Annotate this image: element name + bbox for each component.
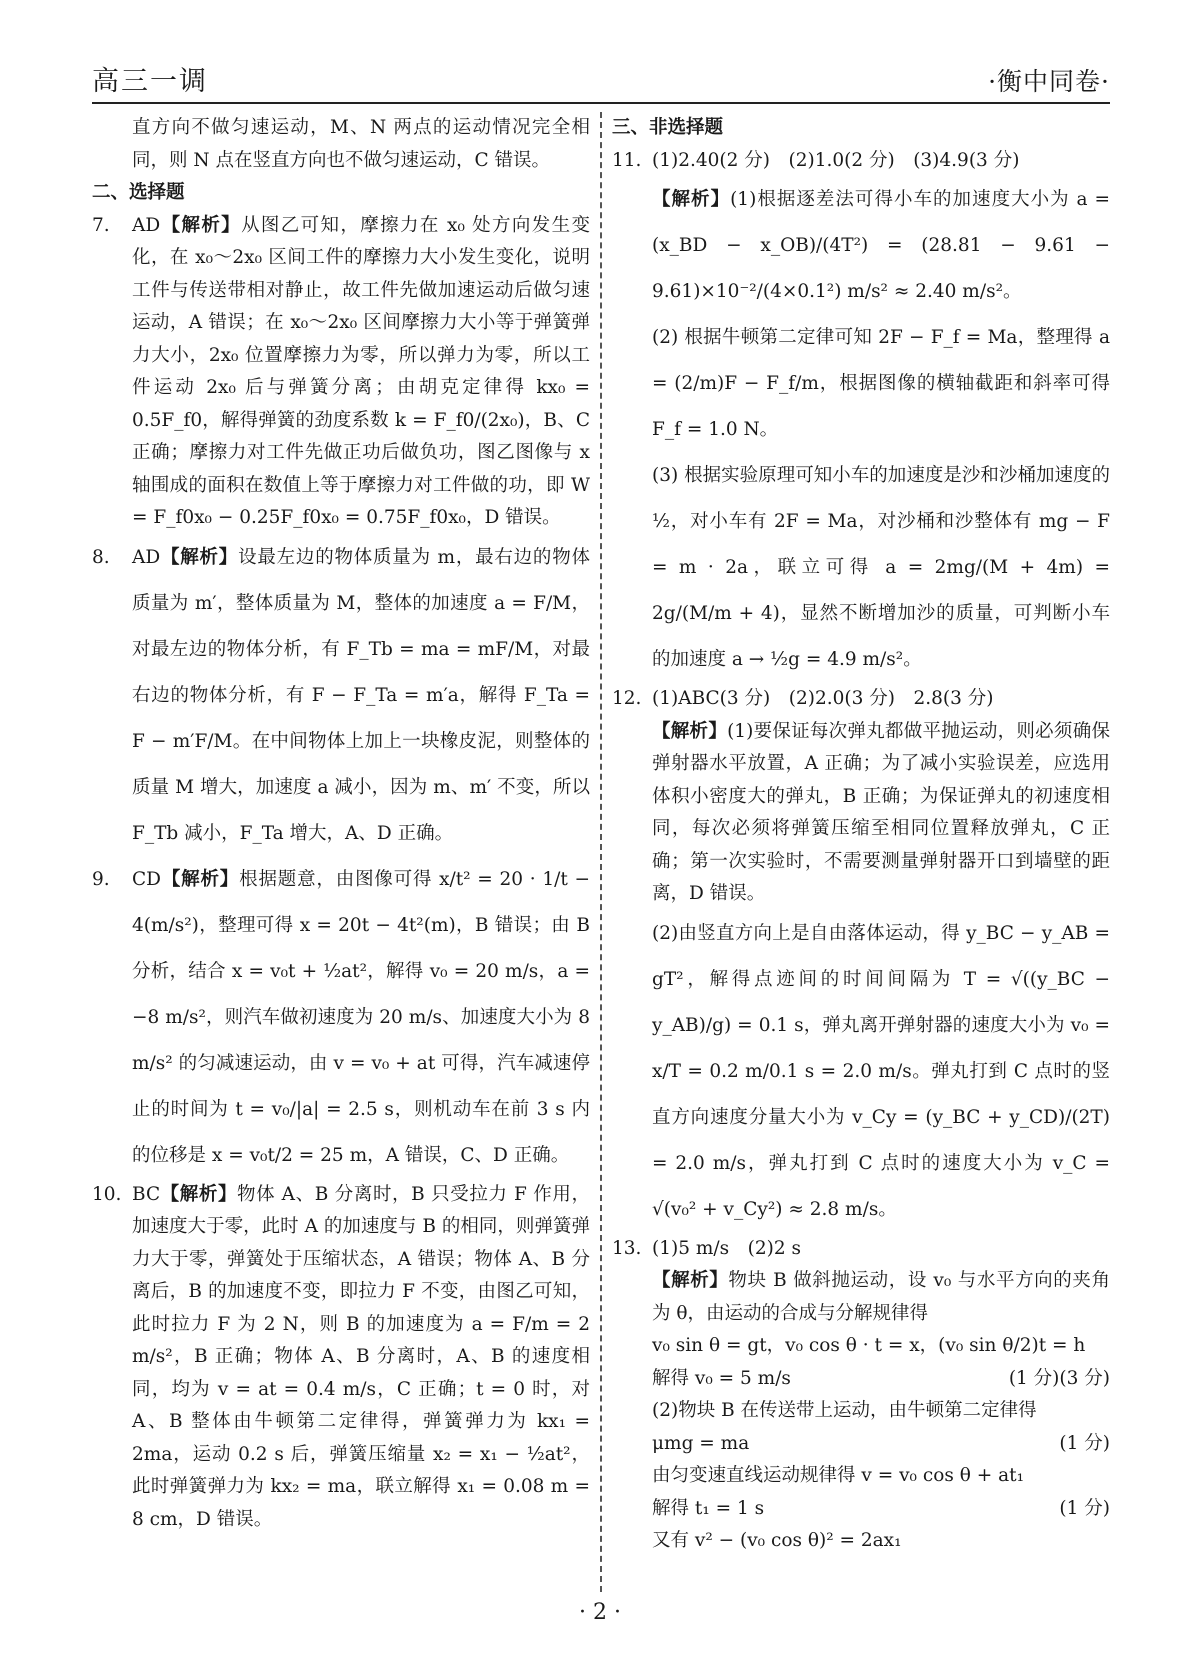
analysis-text: 从图乙可知，摩擦力在 x₀ 处方向发生变化，在 x₀～2x₀ 区间工件的摩擦力大小发生变化，说明工件与传送带相对静止，故工件先做加速运动后做匀速运动，A 错误；在 x₀～2x₀ 区间摩擦力大小等于弹簧弹力大小，2x₀ 位置摩擦力为零，所以弹力为零，所以工件运动 2x₀ 后与弹簧分离；由胡克定律得 kx₀ = 0.5F_f0，解得弹簧的劲度系数 k = F_f0/(2x₀)，B、C 正确；摩擦力对工件先做正功后做负功，图乙图像与 x 轴围成的面积在数值上等于摩擦力对工件做的功，即 W = F_f0x₀ − 0.25F_f0x₀ = 0.75F_f0x₀，D 错误。 (132, 214, 590, 528)
analysis-tag: 【解析】 (160, 1183, 238, 1205)
left-column (92, 112, 590, 1536)
equation: μmg = ma (652, 1432, 750, 1454)
equation-line (612, 1525, 1110, 1558)
question-number: 7. (92, 214, 110, 236)
analysis-tag: 【解析】 (652, 189, 731, 210)
answer: (1)5 m/s (2)2 s (652, 1237, 801, 1259)
analysis-12-2: (2)由竖直方向上是自由落体运动，得 y_BC − y_AB = gT²，解得点迹间的时间间隔为 T = √((y_BC − y_AB)/g) = 0.1 s，弹丸离开弹射器的速度大小为 v₀ = x/T = 0.2 m/0.1 s = 2.0 m/s。弹丸打到 C 点时的竖直方向速度分量大小为 v_Cy = (y_BC + y_CD)/(2T) = 2.0 m/s，弹丸打到 C 点时的速度大小为 v_C = √(v₀² + v_Cy²) ≈ 2.8 m/s。 (652, 922, 1110, 1220)
analysis-tag: 【解析】 (160, 214, 242, 236)
page-header (92, 68, 1110, 102)
question-8 (92, 535, 590, 857)
answer: AD (132, 546, 161, 568)
answer: BC (132, 1183, 161, 1205)
header-title: 高三一调 (92, 66, 208, 97)
analysis-12-1 (612, 716, 1110, 911)
header-rule (92, 102, 1110, 104)
analysis-text: 根据题意，由图像可得 x/t² = 20 · 1/t − 4(m/s²)，整理可得 x = 20t − 4t²(m)，B 错误；由 B 分析，结合 x = v₀t + ½at²，解得 v₀ = 20 m/s，a = −8 m/s²，则汽车做初速度为 20 m/s、加速度大小为 8 m/s² 的匀减速运动，由 v = v₀ + at 可得，汽车减速停止的时间为 t = v₀/|a| = 2.5 s，则机动车在前 3 s 内的位移是 x = v₀t/2 = 25 m，A 错误，C、D 正确。 (132, 868, 590, 1166)
question-number: 8. (92, 546, 110, 568)
question-number: 10. (92, 1183, 122, 1205)
analysis-tag: 【解析】 (161, 868, 240, 890)
equation: 解得 v₀ = 5 m/s (652, 1367, 791, 1389)
analysis-13-intro (612, 1265, 1110, 1330)
equation-line (612, 1363, 1110, 1396)
analysis-11-1 (612, 177, 1110, 315)
score: (1 分) (1059, 1497, 1110, 1519)
analysis-11-3: (3) 根据实验原理可知小车的加速度是沙和沙桶加速度的 ½，对小车有 2F = Ma，对沙桶和沙整体有 mg − F = m · 2a，联立可得 a = 2mg/(M + 4m) = 2g/(M/m + 4)，显然不断增加沙的质量，可判断小车的加速度 a → ½g = 4.9 m/s²。 (652, 465, 1110, 670)
question-9 (92, 857, 590, 1179)
analysis-text: (1)要保证每次弹丸都做平抛运动，则必须确保弹射器水平放置，A 正确；为了减小实验误差，应选用体积小密度大的弹丸，B 正确；为保证弹丸的初速度相同，每次必须将弹簧压缩至相同位置释放弹丸，C 正确；第一次实验时，不需要测量弹射器开口到墙壁的距离，D 错误。 (652, 720, 1110, 904)
header-brand: ·衡中同卷· (988, 67, 1110, 96)
score: (1 分) (1008, 1367, 1060, 1389)
section-heading: 二、选择题 (92, 182, 185, 203)
column-divider (600, 112, 602, 1592)
equation: v₀ sin θ = gt，v₀ cos θ · t = x，(v₀ sin θ/2)t = h (652, 1335, 1086, 1356)
question-number: 12. (612, 688, 642, 709)
question-13 (612, 1233, 1110, 1266)
equation-line (612, 1493, 1110, 1526)
question-11 (612, 145, 1110, 178)
analysis-text: (1)根据逐差法可得小车的加速度大小为 a = (x_BD − x_OB)/(4T²) = (28.81 − 9.61 − 9.61)×10⁻²/(4×0.1²) m/s² ≈ 2.40 m/s²。 (652, 189, 1110, 302)
analysis-text: 设最左边的物体质量为 m，最右边的物体质量为 m′，整体质量为 M，整体的加速度 a = F/M，对最左边的物体分析，有 F_Tb = ma = mF/M，对最右边的物体分析，有 F − F_Ta = m′a，解得 F_Ta = F − m′F/M。在中间物体上加上一块橡皮泥，则整体的质量 M 增大，加速度 a 减小，因为 m、m′ 不变，所以 F_Tb 减小，F_Ta 增大，A、D 正确。 (132, 546, 590, 844)
analysis-text: 物块 B 做斜抛运动，设 v₀ 与水平方向的夹角为 θ，由运动的合成与分解规律得 (652, 1270, 1110, 1324)
question-number: 11. (612, 149, 642, 171)
analysis-tag: 【解析】 (652, 1270, 729, 1291)
equation: 由匀变速直线运动规律得 v = v₀ cos θ + at₁ (652, 1465, 1024, 1486)
analysis-text: 物体 A、B 分离时，B 只受拉力 F 作用，加速度大于零，此时 A 的加速度与 B 的相同，则弹簧弹力大于零，弹簧处于压缩状态，A 错误；物体 A、B 分离后，B 的加速度不变，即拉力 F 不变，由图乙可知，此时拉力 F 为 2 N，则 B 的加速度为 a = F/m = 2 m/s²，B 正确；物体 A、B 分离时，A、B 的速度相同，均为 v = at = 0.4 m/s，C 正确；t = 0 时，对 A、B 整体由牛顿第二定律得，弹簧弹力为 kx₁ = 2ma，运动 0.2 s 后，弹簧压缩量 x₂ = x₁ − ½at²，此时弹簧弹力为 kx₂ = ma，联立解得 x₁ = 0.08 m = 8 cm，D 错误。 (132, 1183, 590, 1530)
answer: AD (132, 214, 161, 236)
score: (1 分) (1059, 1432, 1110, 1454)
equation: 又有 v² − (v₀ cos θ)² = 2ax₁ (652, 1530, 902, 1551)
analysis-tag: 【解析】 (160, 546, 239, 568)
equation-line (612, 1460, 1110, 1493)
question-10 (92, 1179, 590, 1537)
question-number: 9. (92, 868, 110, 890)
right-column (612, 112, 1110, 1558)
score: (3 分) (1059, 1367, 1110, 1389)
answer: (1)ABC(3 分) (2)2.0(3 分) 2.8(3 分) (652, 688, 994, 709)
question-12 (612, 683, 1110, 716)
answer: (1)2.40(2 分) (2)1.0(2 分) (3)4.9(3 分) (652, 149, 1020, 171)
question-7 (92, 210, 590, 535)
page-number: · 2 · (579, 1600, 621, 1625)
answer: CD (132, 868, 161, 890)
equation-line (612, 1428, 1110, 1461)
analysis-11-2: (2) 根据牛顿第二定律可知 2F − F_f = Ma，整理得 a = (2/m)F − F_f/m，根据图像的横轴截距和斜率可得 F_f = 1.0 N。 (652, 327, 1110, 440)
continuation-text: 直方向不做匀速运动，M、N 两点的运动情况完全相同，则 N 点在竖直方向也不做匀速运动，C 错误。 (132, 117, 590, 171)
section-heading: 三、非选择题 (612, 117, 724, 138)
analysis-13-2: (2)物块 B 在传送带上运动，由牛顿第二定律得 (652, 1400, 1037, 1421)
equation: 解得 t₁ = 1 s (652, 1497, 765, 1519)
question-number: 13. (612, 1237, 642, 1259)
analysis-tag: 【解析】 (652, 720, 728, 742)
